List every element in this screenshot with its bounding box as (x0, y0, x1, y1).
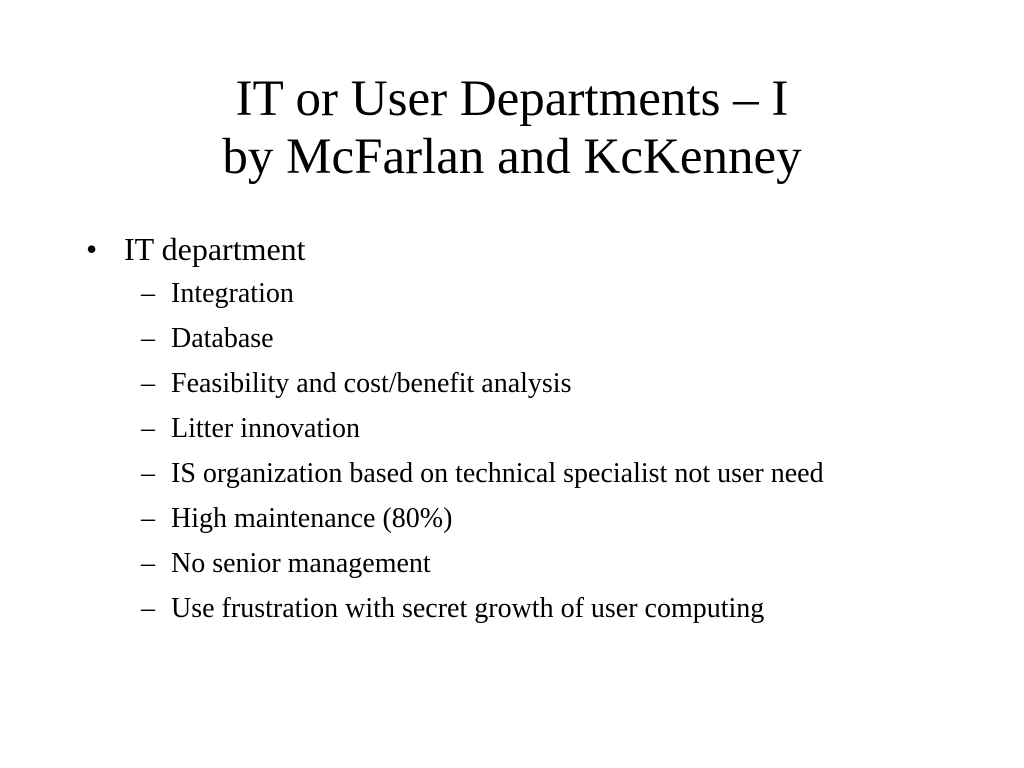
dash-icon: – (141, 593, 155, 624)
sub-bullet-text: Litter innovation (171, 413, 360, 444)
dash-icon: – (141, 323, 155, 354)
sub-bullet-text: Feasibility and cost/benefit analysis (171, 368, 572, 399)
title-line-1: IT or User Departments – I (235, 71, 789, 127)
sub-bullet-text: Use frustration with secret growth of user computing (171, 593, 765, 624)
bullet-icon: • (86, 231, 98, 267)
main-bullet (86, 227, 946, 271)
sub-bullet-text: IS organization based on technical specialist not user need (171, 458, 824, 489)
sub-bullet-item (141, 456, 946, 492)
sub-bullet-list (86, 276, 946, 627)
main-bullet-text: IT department (124, 231, 306, 267)
sub-bullet-item (141, 321, 946, 357)
slide-content (86, 227, 946, 636)
dash-icon: – (141, 458, 155, 489)
dash-icon: – (141, 413, 155, 444)
sub-bullet-text: No senior management (171, 548, 431, 579)
sub-bullet-item (141, 546, 946, 582)
slide-title (0, 70, 1024, 186)
dash-icon: – (141, 548, 155, 579)
sub-bullet-text: Database (171, 323, 274, 354)
sub-bullet-item (141, 366, 946, 402)
title-line-2: by McFarlan and KcKenney (222, 129, 802, 185)
sub-bullet-item (141, 591, 946, 627)
sub-bullet-text: High maintenance (80%) (171, 503, 453, 534)
dash-icon: – (141, 503, 155, 534)
sub-bullet-text: Integration (171, 278, 294, 309)
sub-bullet-item (141, 501, 946, 537)
dash-icon: – (141, 368, 155, 399)
dash-icon: – (141, 278, 155, 309)
sub-bullet-item (141, 411, 946, 447)
sub-bullet-item (141, 276, 946, 312)
